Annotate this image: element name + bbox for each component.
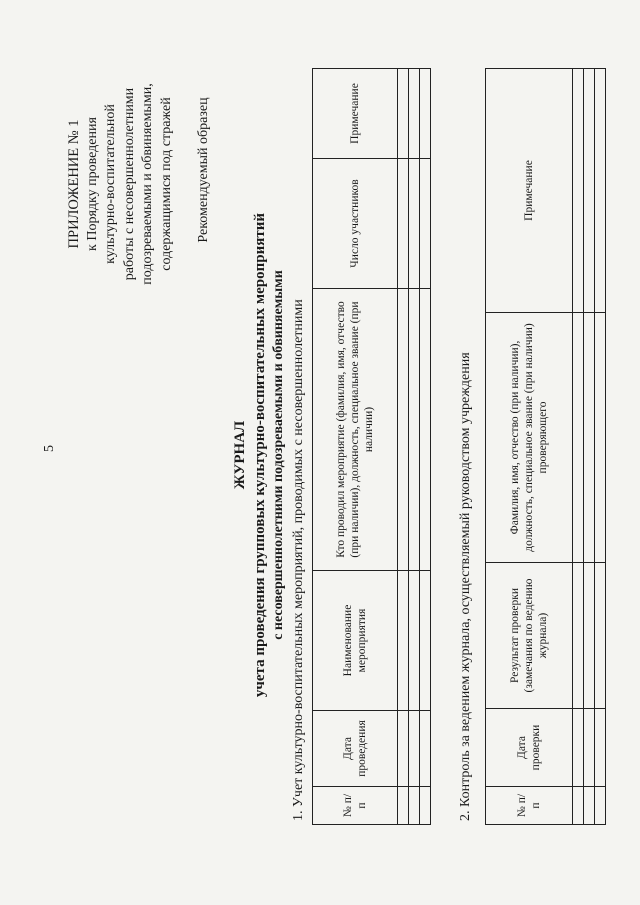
column-header: Дата проведения xyxy=(313,711,398,787)
column-header: Наименование мероприятия xyxy=(313,571,398,711)
appendix-block xyxy=(65,59,176,309)
section1-heading: 1. Учет культурно-воспитательных мероприятий, проводимых с несовершеннолетними xyxy=(291,299,306,821)
table-row xyxy=(573,69,584,825)
column-header: № п/п xyxy=(313,787,398,825)
table-row xyxy=(595,69,606,825)
column-header: Дата проверки xyxy=(486,709,573,787)
journal-subtitle-line1: учета проведения групповых культурно-воспитательных мероприятий xyxy=(252,212,268,698)
appendix-line: культурно-воспитательной xyxy=(103,104,118,264)
column-header: Число участников xyxy=(313,159,398,289)
page-number: 5 xyxy=(42,445,57,452)
appendix-line: к Порядку проведения xyxy=(84,117,100,251)
column-header: Примечание xyxy=(313,69,398,159)
inspection-table xyxy=(485,68,606,825)
table-header-row xyxy=(313,69,398,825)
appendix-line: содержащимися под стражей xyxy=(158,97,174,271)
column-header: Кто проводил мероприятие (фамилия, имя, отчество (при наличии), должность, специальное звание (при наличии) xyxy=(313,289,398,571)
table-row xyxy=(584,69,595,825)
column-header: Результат проверки (замечания по ведению журнала) xyxy=(486,563,573,709)
column-header: Фамилия, имя, отчество (при наличии), должность, специальное звание (при наличии) проверяющего xyxy=(486,313,573,563)
table-header-row xyxy=(486,69,573,825)
appendix-line: подозреваемыми и обвиняемыми, xyxy=(140,83,155,285)
column-header: Примечание xyxy=(486,69,573,313)
appendix-heading: ПРИЛОЖЕНИЕ № 1 xyxy=(66,119,82,249)
journal-subtitle-line2: с несовершеннолетними подозреваемыми и обвиняемыми xyxy=(271,270,286,640)
events-table xyxy=(312,68,431,825)
journal-title-block xyxy=(230,155,288,755)
table-row xyxy=(398,69,409,825)
column-header: № п/п xyxy=(486,787,573,825)
recommended-sample-label: Рекомендуемый образец xyxy=(196,97,211,243)
appendix-line: работы с несовершеннолетними xyxy=(121,87,137,281)
journal-title: ЖУРНАЛ xyxy=(232,420,248,490)
table-row xyxy=(409,69,420,825)
section2-heading: 2. Контроль за ведением журнала, осуществляемый руководством учреждения xyxy=(458,352,473,821)
table-row xyxy=(420,69,431,825)
